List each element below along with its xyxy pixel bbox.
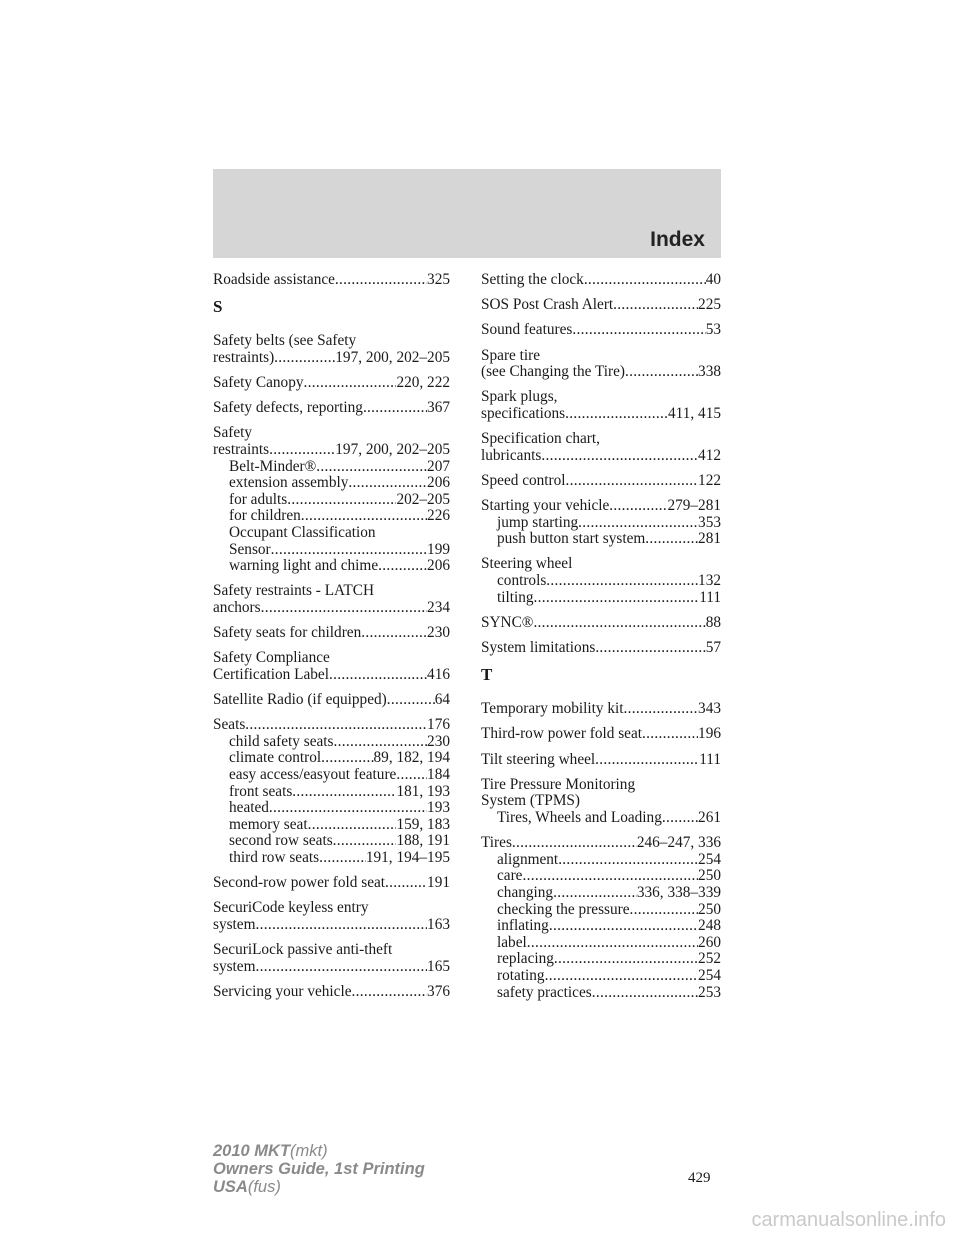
section-header-band — [213, 169, 721, 258]
index-entry-line — [213, 600, 450, 617]
index-entry-line — [213, 650, 450, 667]
entry-page-ref: 196 — [698, 725, 721, 743]
index-entry — [481, 777, 721, 827]
dot-leader — [549, 918, 698, 935]
entry-text: Steering wheel — [481, 555, 573, 573]
entry-text: Specification chart, — [481, 430, 600, 448]
dot-leader — [534, 590, 700, 607]
dot-leader — [533, 615, 705, 632]
entry-page-ref: 281 — [698, 530, 721, 548]
entry-text: checking the pressure — [497, 900, 630, 918]
entry-page-ref: 225 — [698, 296, 721, 314]
dot-leader — [624, 701, 699, 718]
dot-leader — [333, 833, 397, 850]
dot-leader — [527, 935, 698, 952]
entry-page-ref: 40 — [705, 271, 721, 288]
dot-leader — [565, 406, 668, 423]
entry-text: controls — [497, 572, 547, 590]
index-entry-line — [481, 431, 721, 448]
entry-page-ref: 230 — [427, 624, 450, 642]
entry-text: system — [213, 915, 256, 933]
entry-text: easy access/easyout feature — [229, 766, 397, 783]
index-subentry-line — [213, 542, 450, 559]
entry-text: Servicing your vehicle — [213, 982, 352, 1000]
entry-page-ref: 89, 182, 194 — [373, 749, 450, 767]
index-entry — [213, 625, 450, 642]
dot-leader — [274, 350, 335, 367]
footer-region: USA — [213, 1178, 248, 1196]
entry-page-ref: 250 — [698, 867, 721, 885]
index-entry-line — [481, 348, 721, 365]
dot-leader — [512, 835, 637, 852]
entry-text: Starting your vehicle — [481, 497, 610, 515]
index-entry — [213, 984, 450, 1001]
index-entry — [213, 717, 450, 866]
entry-text: for adults — [229, 490, 288, 508]
entry-text: Seats — [213, 716, 246, 734]
index-entry-line — [481, 364, 721, 381]
entry-text: anchors — [213, 598, 261, 616]
entry-text: safety practices — [497, 983, 592, 1001]
index-subentry-line — [213, 508, 450, 525]
index-entry — [481, 322, 721, 339]
index-letter-heading: S — [213, 296, 223, 316]
index-entry-line — [481, 473, 721, 490]
entry-page-ref: 53 — [705, 321, 721, 339]
index-entry-line — [481, 389, 721, 406]
index-entry — [481, 297, 721, 314]
index-entry-line — [213, 425, 450, 442]
entry-text: Speed control — [481, 471, 566, 489]
dot-leader — [522, 868, 698, 885]
index-entry-line — [213, 875, 450, 892]
entry-page-ref: 325 — [427, 271, 450, 288]
entry-text: alignment — [497, 850, 559, 868]
entry-page-ref: 253 — [698, 983, 721, 1001]
entry-text: Tires — [481, 834, 512, 852]
entry-text: Belt-Minder® — [229, 457, 317, 475]
dot-leader — [572, 322, 705, 339]
index-entry — [213, 375, 450, 392]
section-title: Index — [650, 228, 705, 251]
index-subentry-line — [481, 590, 721, 607]
entry-text: jump starting — [497, 513, 579, 531]
index-entry-line — [481, 752, 721, 769]
index-entry — [213, 333, 450, 366]
entry-text: memory seat — [229, 815, 308, 833]
entry-page-ref: 193 — [427, 799, 450, 817]
index-subentry-line — [481, 968, 721, 985]
dot-leader — [625, 364, 698, 381]
entry-page-ref: 252 — [698, 950, 721, 968]
entry-text: Safety Compliance — [213, 649, 330, 667]
index-entry-line — [213, 375, 450, 392]
dot-leader — [584, 272, 706, 289]
entry-page-ref: 246–247, 336 — [636, 834, 721, 852]
entry-text: Tires, Wheels and Loading — [497, 808, 662, 826]
entry-page-ref: 207 — [427, 457, 450, 475]
index-entry — [481, 272, 721, 289]
entry-text: label — [497, 933, 527, 951]
dot-leader — [592, 985, 698, 1002]
entry-page-ref: 376 — [427, 982, 450, 1000]
dot-leader — [595, 640, 705, 657]
dot-leader — [301, 508, 427, 525]
entry-text: restraints — [213, 440, 270, 458]
index-entry-line — [481, 322, 721, 339]
index-entry — [213, 272, 450, 289]
index-subentry-line — [213, 750, 450, 767]
entry-text: inflating — [497, 917, 549, 935]
index-entry-line — [213, 959, 450, 976]
dot-leader — [351, 984, 427, 1001]
entry-text: Safety defects, reporting — [213, 399, 363, 417]
dot-leader — [378, 558, 427, 575]
index-entry — [213, 400, 450, 417]
entry-text: System limitations — [481, 639, 596, 657]
dot-leader — [541, 448, 698, 465]
dot-leader — [553, 885, 637, 902]
index-subentry-line — [481, 918, 721, 935]
dot-leader — [321, 750, 373, 767]
entry-text: system — [213, 957, 256, 975]
index-subentry-line — [213, 817, 450, 834]
index-subentry-line — [213, 833, 450, 850]
entry-text: SOS Post Crash Alert — [481, 296, 614, 314]
entry-page-ref: 254 — [698, 850, 721, 868]
dot-leader — [396, 767, 427, 784]
dot-leader — [329, 667, 427, 684]
index-entry — [213, 650, 450, 683]
entry-text: Second-row power fold seat — [213, 874, 386, 892]
entry-text: changing — [497, 883, 554, 901]
dot-leader — [662, 810, 698, 827]
entry-page-ref: 226 — [427, 507, 450, 525]
index-subentry-line — [213, 525, 450, 542]
entry-text: SYNC® — [481, 613, 534, 631]
dot-leader — [334, 734, 428, 751]
index-subentry-line — [481, 985, 721, 1002]
index-entry — [213, 900, 450, 933]
index-subentry-line — [213, 734, 450, 751]
index-entry-line — [213, 692, 450, 709]
index-column-left — [213, 272, 450, 1009]
entry-text: Temporary mobility kit — [481, 700, 624, 718]
entry-page-ref: 250 — [698, 900, 721, 918]
index-entry-line — [481, 793, 721, 810]
index-entry-line — [213, 717, 450, 734]
entry-page-ref: 132 — [698, 572, 721, 590]
entry-text: second row seats — [229, 832, 333, 850]
index-subentry-line — [481, 810, 721, 827]
entry-page-ref: 367 — [427, 399, 450, 417]
entry-page-ref: 197, 200, 202–205 — [335, 440, 450, 458]
entry-page-ref: 338 — [698, 363, 721, 381]
dot-leader — [642, 726, 698, 743]
dot-leader — [558, 852, 698, 869]
index-subentry-line — [213, 558, 450, 575]
index-column-right — [481, 272, 721, 1010]
entry-text: lubricants — [481, 446, 542, 464]
index-entry-line — [481, 615, 721, 632]
index-subentry-line — [213, 492, 450, 509]
entry-text: SecuriLock passive anti-theft — [213, 941, 393, 959]
index-entry — [481, 348, 721, 381]
index-entry — [213, 583, 450, 616]
index-entry — [481, 473, 721, 490]
entry-text: heated — [229, 799, 269, 817]
entry-text: Spare tire — [481, 346, 541, 364]
entry-page-ref: 159, 183 — [396, 815, 450, 833]
entry-page-ref: 191, 194–195 — [365, 848, 450, 866]
entry-page-ref: 199 — [427, 540, 450, 558]
index-entry-line — [481, 835, 721, 852]
dot-leader — [630, 902, 699, 919]
entry-page-ref: 122 — [698, 471, 721, 489]
dot-leader — [261, 600, 427, 617]
footer-guide: Owners Guide, 1st Printing — [213, 1160, 425, 1178]
watermark: carmanualsonline.info — [751, 1209, 946, 1231]
entry-page-ref: 416 — [427, 665, 450, 683]
index-entry — [481, 556, 721, 606]
entry-page-ref: 248 — [698, 917, 721, 935]
index-entry-line — [213, 667, 450, 684]
index-entry — [213, 692, 450, 709]
dot-leader — [595, 752, 699, 769]
dot-leader — [645, 531, 698, 548]
entry-text: System (TPMS) — [481, 792, 581, 810]
dot-leader — [348, 475, 427, 492]
dot-leader — [256, 917, 428, 934]
index-entry-line — [481, 406, 721, 423]
index-entry-line — [481, 640, 721, 657]
index-entry-line — [481, 297, 721, 314]
dot-leader — [554, 951, 698, 968]
entry-page-ref: 343 — [698, 700, 721, 718]
entry-text: tilting — [497, 588, 534, 606]
entry-page-ref: 111 — [699, 750, 721, 768]
entry-page-ref: 279–281 — [667, 497, 721, 515]
index-entry — [481, 498, 721, 548]
dot-leader — [566, 473, 699, 490]
index-entry — [481, 701, 721, 718]
index-entry — [213, 425, 450, 574]
entry-page-ref: 184 — [427, 766, 450, 783]
entry-page-ref: 412 — [698, 446, 721, 464]
index-entry — [481, 726, 721, 743]
entry-page-ref: 181, 193 — [396, 782, 450, 800]
index-entry-line — [213, 350, 450, 367]
index-entry-line — [481, 272, 721, 289]
dot-leader — [609, 498, 667, 515]
entry-page-ref: 57 — [705, 639, 721, 657]
entry-text: Safety — [213, 424, 253, 442]
index-entry — [481, 640, 721, 657]
entry-text: Safety restraints - LATCH — [213, 582, 375, 600]
entry-text: SecuriCode keyless entry — [213, 899, 369, 917]
index-entry-line — [481, 726, 721, 743]
dot-leader — [287, 492, 396, 509]
index-subentry-line — [481, 868, 721, 885]
footer-model-code: (mkt) — [290, 1142, 328, 1160]
entry-page-ref: 111 — [699, 588, 721, 606]
index-subentry-line — [213, 850, 450, 867]
entry-text: care — [497, 867, 523, 885]
dot-leader — [245, 717, 427, 734]
entry-page-ref: 411, 415 — [668, 404, 721, 422]
entry-page-ref: 206 — [427, 474, 450, 492]
dot-leader — [387, 692, 435, 709]
index-subentry-line — [481, 531, 721, 548]
page-number: 429 — [688, 1170, 711, 1186]
entry-text: push button start system — [497, 530, 646, 548]
entry-text: Third-row power fold seat — [481, 725, 642, 743]
index-entry-line — [213, 272, 450, 289]
entry-text: rotating — [497, 966, 545, 984]
index-entry-line — [481, 498, 721, 515]
index-entry-line — [213, 333, 450, 350]
entry-page-ref: 353 — [698, 513, 721, 531]
entry-text: specifications — [481, 404, 566, 422]
index-subentry-line — [481, 902, 721, 919]
entry-text: Setting the clock — [481, 271, 584, 288]
footer-model: 2010 MKT — [213, 1142, 291, 1160]
entry-page-ref: 176 — [427, 716, 450, 734]
dot-leader — [316, 459, 427, 476]
entry-text: Tilt steering wheel — [481, 750, 596, 768]
entry-text: replacing — [497, 950, 554, 968]
entry-text: extension assembly — [229, 474, 349, 492]
index-entry-line — [481, 777, 721, 794]
entry-page-ref: 202–205 — [396, 490, 450, 508]
entry-text: Spark plugs, — [481, 388, 558, 406]
dot-leader — [335, 272, 427, 289]
entry-page-ref: 197, 200, 202–205 — [335, 348, 450, 366]
index-entry — [481, 615, 721, 632]
entry-page-ref: 188, 191 — [396, 832, 450, 850]
entry-text: climate control — [229, 749, 322, 767]
entry-text: Tire Pressure Monitoring — [481, 775, 636, 793]
entry-text: (see Changing the Tire) — [481, 363, 626, 381]
index-subentry-line — [481, 951, 721, 968]
entry-page-ref: 64 — [434, 691, 450, 709]
index-entry-line — [481, 448, 721, 465]
dot-leader — [578, 515, 698, 532]
index-entry-line — [213, 984, 450, 1001]
index-entry-line — [481, 701, 721, 718]
dot-leader — [613, 297, 698, 314]
index-entry-line — [213, 942, 450, 959]
entry-text: front seats — [229, 782, 293, 800]
index-entry — [481, 431, 721, 464]
index-entry — [213, 942, 450, 975]
index-entry-line — [213, 900, 450, 917]
entry-page-ref: 260 — [698, 933, 721, 951]
entry-page-ref: 261 — [698, 808, 721, 826]
dot-leader — [292, 784, 396, 801]
dot-leader — [308, 817, 397, 834]
index-subentry-line — [213, 767, 450, 784]
entry-text: Safety belts (see Safety — [213, 332, 357, 350]
entry-text: Roadside assistance — [213, 271, 335, 288]
index-entry — [481, 389, 721, 422]
dot-leader — [271, 542, 427, 559]
index-entry-line — [213, 400, 450, 417]
entry-text: Occupant Classification — [229, 523, 376, 541]
entry-text: Certification Label — [213, 665, 329, 683]
entry-page-ref: 206 — [427, 557, 450, 575]
entry-page-ref: 336, 338–339 — [636, 883, 721, 901]
index-entry-line — [481, 556, 721, 573]
entry-page-ref: 163 — [427, 915, 450, 933]
index-subentry-line — [213, 459, 450, 476]
entry-page-ref: 234 — [427, 598, 450, 616]
entry-text: child safety seats — [229, 732, 334, 750]
dot-leader — [269, 442, 335, 459]
index-subentry-line — [481, 885, 721, 902]
entry-text: Satellite Radio (if equipped) — [213, 691, 387, 709]
entry-text: restraints) — [213, 348, 275, 366]
entry-page-ref: 191 — [427, 874, 450, 892]
index-subentry-line — [213, 800, 450, 817]
dot-leader — [319, 850, 366, 867]
entry-page-ref: 254 — [698, 966, 721, 984]
index-subentry-line — [213, 784, 450, 801]
index-subentry-line — [481, 573, 721, 590]
entry-text: Safety seats for children — [213, 624, 362, 642]
entry-text: warning light and chime — [229, 557, 379, 575]
entry-page-ref: 220, 222 — [396, 373, 450, 391]
index-entry-line — [213, 917, 450, 934]
dot-leader — [304, 375, 397, 392]
index-entry — [481, 835, 721, 1001]
entry-text: for children — [229, 507, 301, 525]
dot-leader — [269, 800, 427, 817]
index-subentry-line — [481, 935, 721, 952]
entry-text: Sound features — [481, 321, 573, 339]
entry-page-ref: 165 — [427, 957, 450, 975]
index-letter-heading: T — [481, 664, 493, 684]
print-footer — [213, 1142, 425, 1196]
footer-region-code: (fus) — [247, 1178, 281, 1196]
dot-leader — [545, 968, 698, 985]
dot-leader — [385, 875, 427, 892]
index-entry-line — [213, 625, 450, 642]
dot-leader — [361, 625, 427, 642]
index-subentry-line — [481, 515, 721, 532]
dot-leader — [363, 400, 427, 417]
dot-leader — [546, 573, 698, 590]
entry-page-ref: 230 — [427, 732, 450, 750]
entry-page-ref: 88 — [705, 613, 721, 631]
entry-text: Sensor — [229, 540, 271, 558]
index-subentry-line — [213, 475, 450, 492]
index-entry — [213, 875, 450, 892]
index-subentry-line — [481, 852, 721, 869]
dot-leader — [256, 959, 428, 976]
entry-text: third row seats — [229, 848, 320, 866]
index-entry — [481, 752, 721, 769]
index-entry-line — [213, 583, 450, 600]
index-entry-line — [213, 442, 450, 459]
entry-text: Safety Canopy — [213, 373, 304, 391]
